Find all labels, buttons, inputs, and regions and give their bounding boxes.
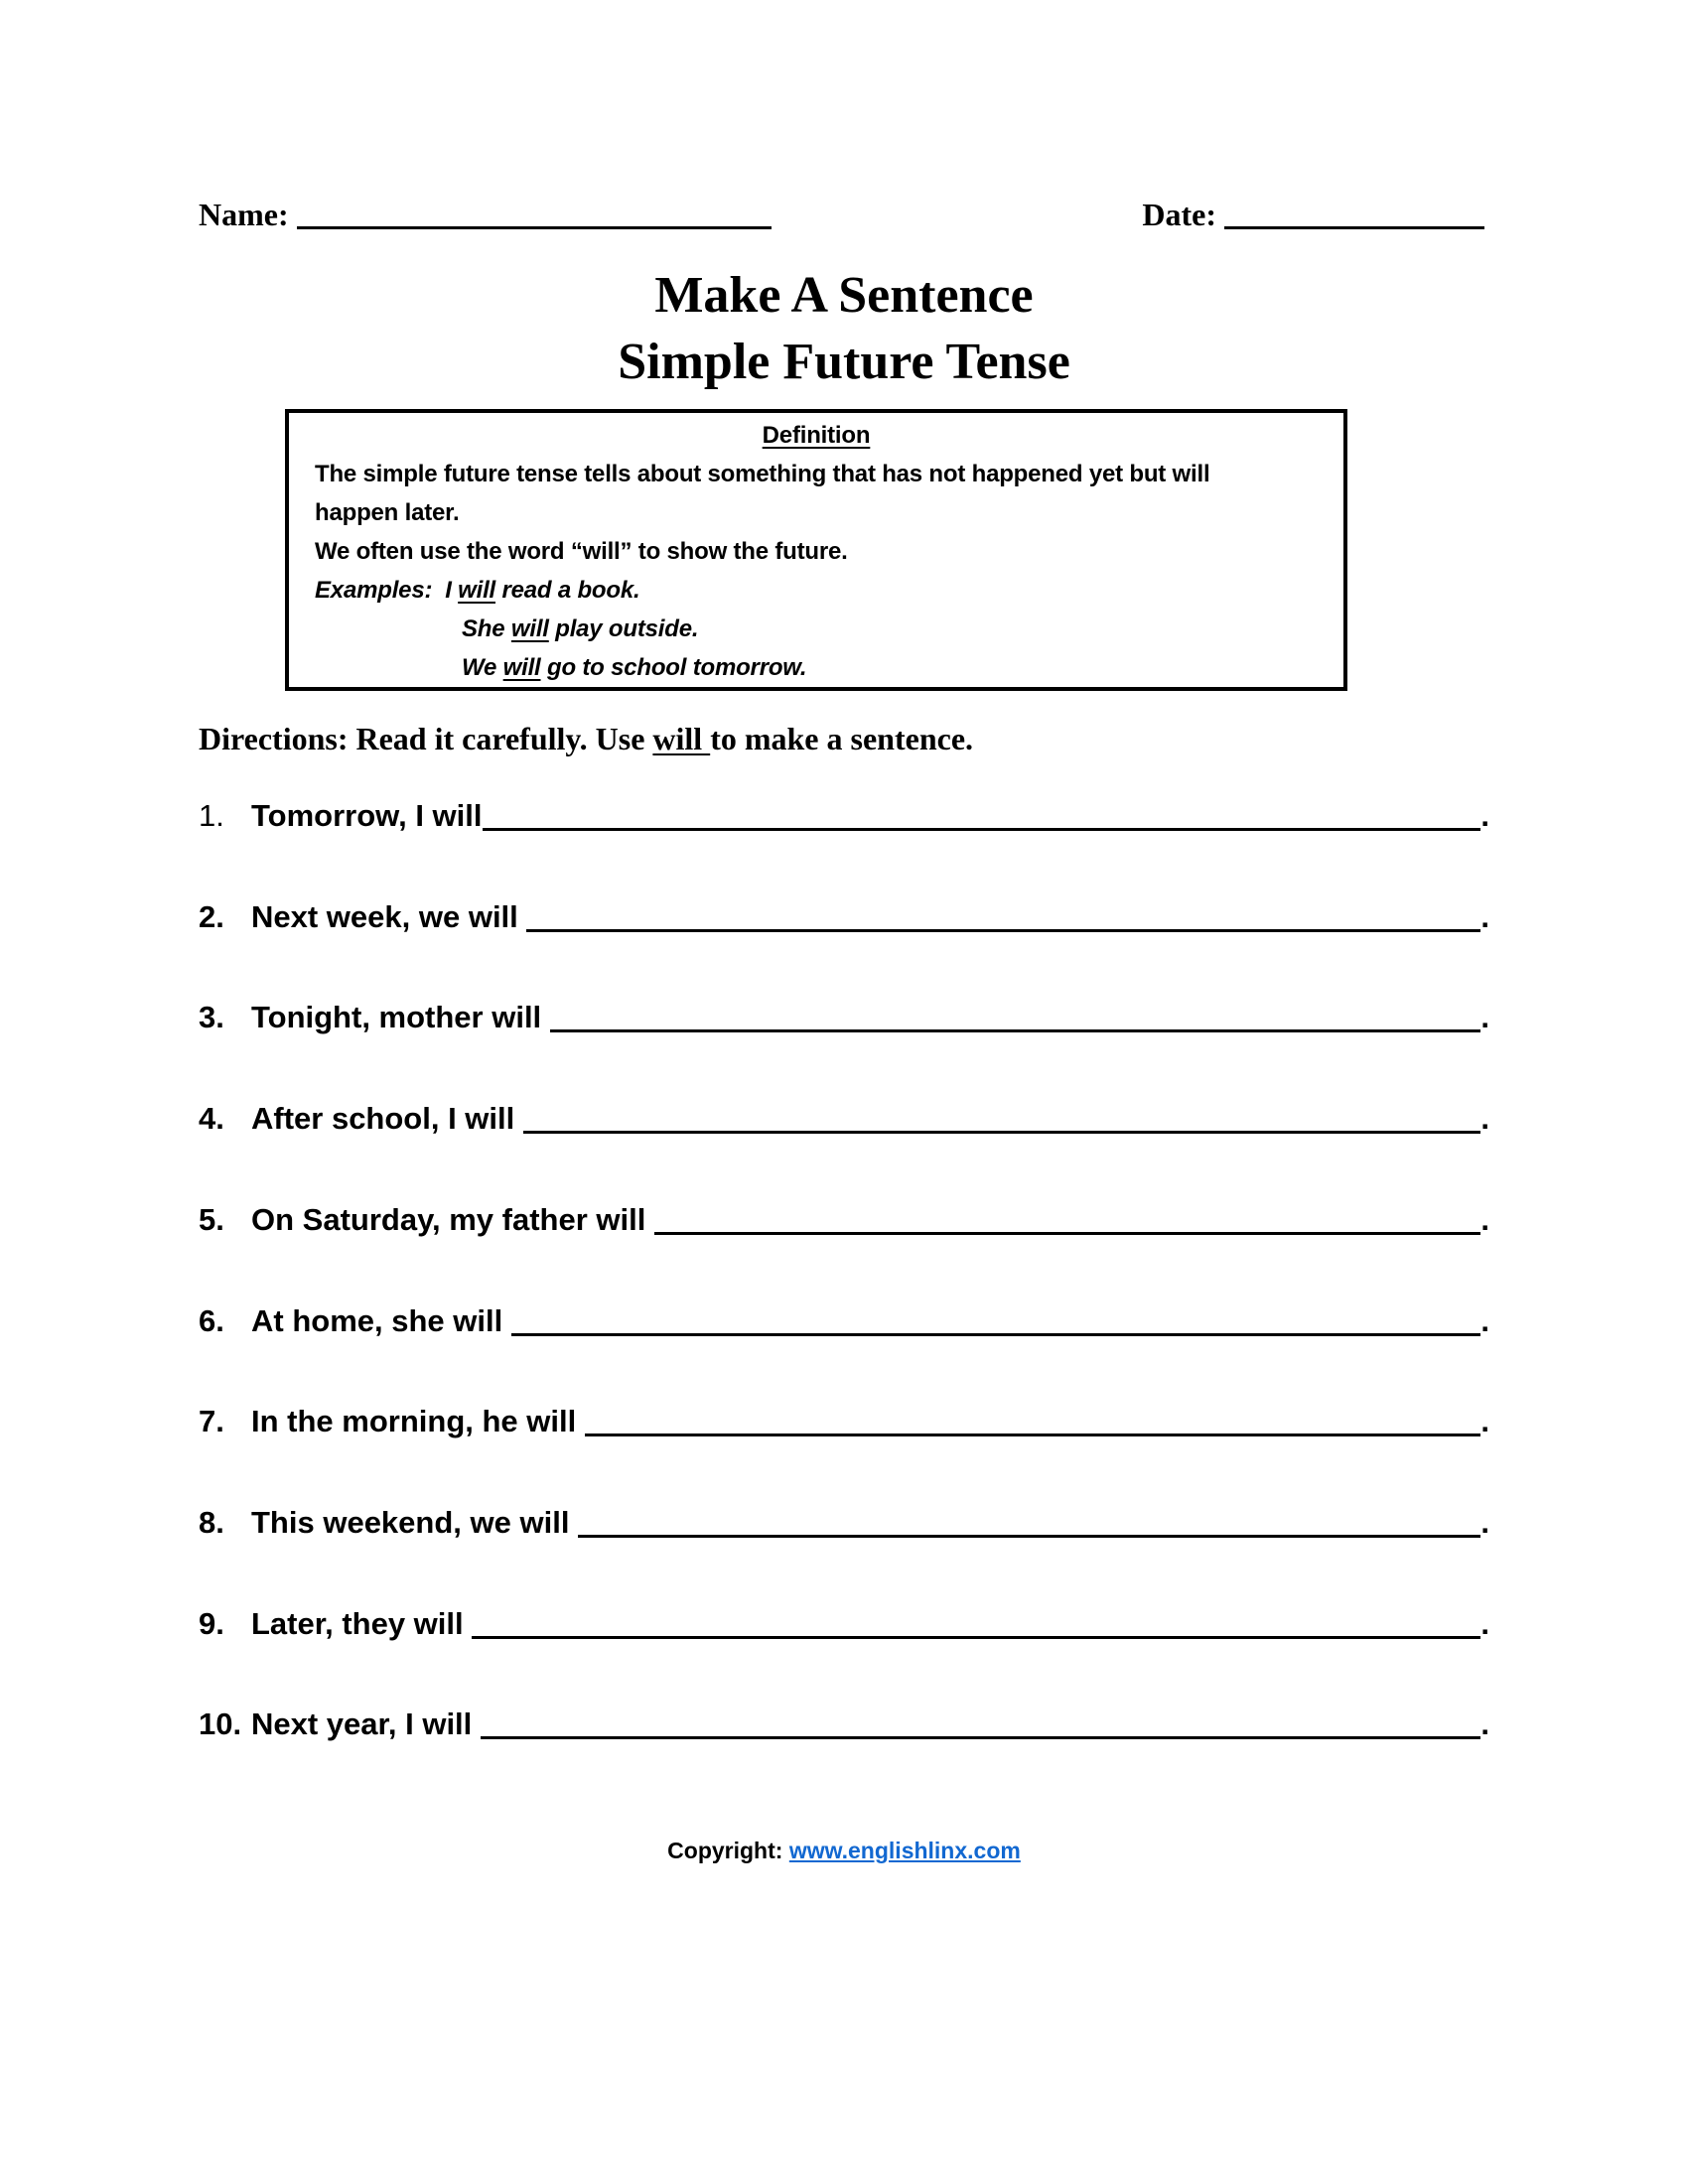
item-number: 1. [199, 798, 224, 833]
end-period: . [1480, 1000, 1489, 1034]
answer-blank [654, 1232, 1480, 1235]
name-label: Name: [199, 197, 289, 232]
item-prompt: After school, I will [251, 1101, 523, 1136]
text-segment: to make a sentence. [710, 721, 974, 756]
name-field [199, 197, 772, 233]
item-prompt: Next week, we will [251, 899, 527, 934]
text-segment: go to school tomorrow. [540, 654, 807, 681]
date-field [1142, 197, 1484, 233]
end-period: . [1480, 1505, 1489, 1540]
list-item [199, 1703, 1489, 1746]
page-title-line1: Make A Sentence [654, 267, 1034, 324]
item-number: 6. [199, 1303, 224, 1338]
answer-blank [526, 929, 1480, 932]
text-segment: play outside. [548, 615, 699, 642]
definition-line [315, 610, 1318, 648]
definition-lines [315, 455, 1318, 687]
list-item [199, 996, 1489, 1039]
text-segment: Directions: Read it carefully. Use [199, 721, 653, 756]
item-number: 8. [199, 1505, 224, 1540]
directions-text [199, 721, 973, 757]
text-segment: We [462, 654, 503, 681]
text-segment: Examples: I [315, 577, 459, 604]
text-segment: happen later. [315, 499, 460, 526]
text-segment: will [510, 615, 549, 642]
answer-blank [523, 1131, 1481, 1134]
answer-blank [585, 1433, 1481, 1436]
text-segment: will [652, 721, 711, 756]
item-number: 9. [199, 1606, 224, 1641]
end-period: . [1480, 1606, 1489, 1641]
end-period: . [1480, 1706, 1489, 1741]
item-prompt: In the morning, he will [251, 1404, 585, 1438]
list-item [199, 1400, 1489, 1443]
item-number: 2. [199, 899, 224, 934]
definition-line [315, 571, 1318, 610]
text-segment: She [462, 615, 511, 642]
item-prompt: Tomorrow, I will [251, 798, 483, 833]
end-period: . [1480, 798, 1489, 833]
list-item [199, 1097, 1489, 1141]
text-segment: will [502, 654, 541, 681]
end-period: . [1480, 1101, 1489, 1136]
answer-blank [483, 828, 1481, 831]
text-segment: The simple future tense tells about something that has not happened yet but will [315, 461, 1210, 487]
date-blank [1224, 226, 1484, 229]
answer-blank [472, 1636, 1480, 1639]
end-period: . [1480, 1404, 1489, 1438]
item-number: 7. [199, 1404, 224, 1438]
item-number: 4. [199, 1101, 224, 1136]
list-item [199, 1198, 1489, 1242]
name-blank [297, 226, 772, 229]
list-item [199, 1602, 1489, 1646]
footer [0, 1838, 1688, 1864]
answer-blank [511, 1333, 1481, 1336]
item-prompt: This weekend, we will [251, 1505, 579, 1540]
item-prompt: At home, she will [251, 1303, 511, 1338]
text-segment: read a book. [495, 577, 640, 604]
text-segment: We often use the word “will” to show the future. [315, 538, 848, 565]
text-segment: will [458, 577, 496, 604]
item-prompt: Later, they will [251, 1606, 473, 1641]
list-item [199, 895, 1489, 939]
item-prompt: On Saturday, my father will [251, 1202, 654, 1237]
copyright-link[interactable]: www.englishlinx.com [788, 1838, 1021, 1863]
item-number: 5. [199, 1202, 224, 1237]
item-number: 10. [199, 1706, 242, 1741]
list-item [199, 1299, 1489, 1343]
definition-line [315, 455, 1318, 493]
end-period: . [1480, 899, 1489, 934]
definition-line [315, 648, 1318, 687]
end-period: . [1480, 1202, 1489, 1237]
page-title [0, 262, 1688, 395]
definition-box [285, 409, 1347, 691]
answer-blank [481, 1736, 1480, 1739]
date-label: Date: [1142, 197, 1216, 232]
definition-line [315, 493, 1318, 532]
end-period: . [1480, 1303, 1489, 1338]
item-prompt: Tonight, mother will [251, 1000, 550, 1034]
copyright-label: Copyright: [667, 1838, 789, 1863]
answer-blank [550, 1029, 1481, 1032]
item-prompt: Next year, I will [251, 1706, 481, 1741]
definition-line [315, 532, 1318, 571]
list-item [199, 794, 1489, 838]
answer-blank [578, 1535, 1480, 1538]
list-item [199, 1501, 1489, 1545]
header-row [199, 197, 1484, 233]
item-number: 3. [199, 1000, 224, 1034]
page-title-line2: Simple Future Tense [618, 334, 1070, 390]
definition-heading: Definition [762, 422, 871, 449]
